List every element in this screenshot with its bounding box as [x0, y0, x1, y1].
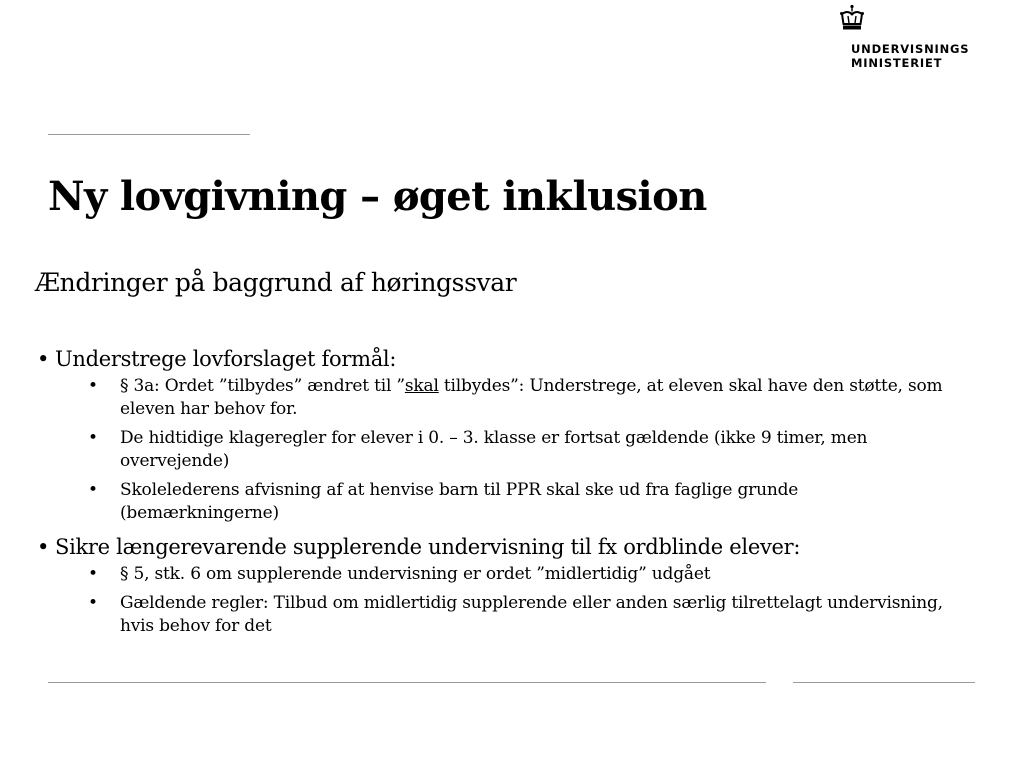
list-item [35, 592, 960, 638]
list-item [35, 479, 960, 525]
logo-text [851, 42, 969, 70]
section-heading-text: Understrege lovforslaget formål: [55, 347, 397, 371]
ministry-logo [833, 4, 993, 70]
list-item-text-after: tilbydes”: Understrege, at eleven skal have den støtte, som eleven har behov for. [120, 376, 943, 419]
logo-line-1: UNDERVISNINGS [851, 42, 970, 56]
bottom-divider-right [793, 682, 975, 683]
bullet-list [35, 375, 960, 525]
bullet-glyph: • [37, 347, 50, 371]
bullet-glyph: • [88, 480, 98, 500]
section-heading [35, 343, 960, 375]
section-heading-text: Sikre længerevarende supplerende undervisning til fx ordblinde elever: [55, 535, 801, 559]
crown-icon [837, 4, 867, 34]
list-item-text: § 5, stk. 6 om supplerende undervisning er ordet ”midlertidig” udgået [120, 564, 711, 584]
underlined-word: skal [404, 376, 439, 396]
bullet-glyph: • [37, 535, 50, 559]
slide-title: Ny lovgivning – øget inklusion [48, 173, 707, 220]
bullet-list [35, 563, 960, 638]
list-item [35, 375, 960, 421]
bullet-glyph: • [88, 593, 98, 613]
list-item [35, 563, 960, 586]
list-item-text-before: § 3a: Ordet ”tilbydes” ændret til ” [120, 376, 405, 396]
list-item-text: Gældende regler: Tilbud om midlertidig supplerende eller anden særlig tilrettelagt undervisning, hvis behov for det [120, 593, 943, 636]
section-heading [35, 531, 960, 563]
list-item-text: De hidtidige klageregler for elever i 0. – 3. klasse er fortsat gældende (ikke 9 timer, men overvejende) [120, 428, 868, 471]
bullet-glyph: • [88, 428, 98, 448]
bullet-glyph: • [88, 564, 98, 584]
logo-line-2: MINISTERIET [851, 56, 943, 70]
list-item [35, 427, 960, 473]
slide-subtitle: Ændringer på baggrund af høringssvar [35, 268, 517, 297]
slide-content [35, 343, 960, 644]
bottom-divider-left [48, 682, 766, 683]
top-divider [48, 134, 250, 135]
bullet-glyph: • [88, 376, 98, 396]
list-item-text: Skolelederens afvisning af at henvise barn til PPR skal ske ud fra faglige grunde (bemærkningerne) [120, 480, 799, 523]
